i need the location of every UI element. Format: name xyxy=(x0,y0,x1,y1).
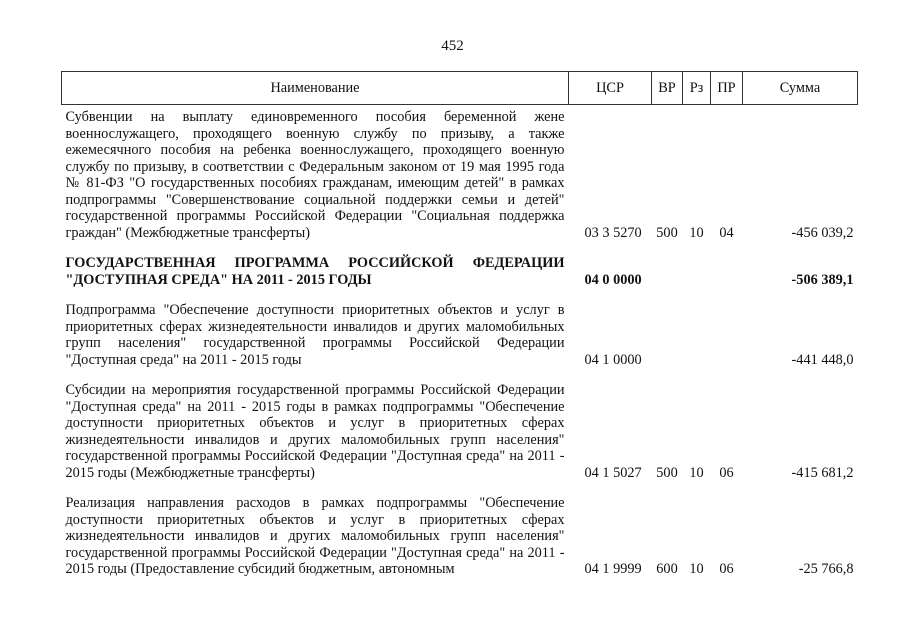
row-pr: 04 xyxy=(719,224,734,241)
row-pr: 06 xyxy=(719,464,734,481)
row-rz: 10 xyxy=(689,561,704,577)
header-name: Наименование xyxy=(62,72,569,105)
row-name: Субвенции на выплату единовременного пособия беременной жене военнослужащего, проходящего военную службу по призыву, а также ежемесячного пособия на ребенка военнослужащего, проходящего военную службу по призыву, в соответствии с Федеральным законом от 19 мая 1995 года № 81-ФЗ "О государственных пособиях гражданам, имеющим детей" в рамках подпрограммы "Совершенствование социальной поддержки семьи и детей" государственной программы Российской Федерации "Социальная поддержка граждан" (Межбюджетные трансферты) xyxy=(65,109,565,241)
row-pr xyxy=(711,242,743,289)
row-name: ГОСУДАРСТВЕННАЯ ПРОГРАММА РОССИЙСКОЙ ФЕДЕРАЦИИ "ДОСТУПНАЯ СРЕДА" НА 2011 - 2015 ГОДЫ xyxy=(65,255,565,288)
row-name: Субсидии на мероприятия государственной программы Российской Федерации "Доступная среда" на 2011 - 2015 годы в рамках подпрограммы "Обеспечение доступности приоритетных объектов и услуг в приоритетных сферах жизнедеятельности инвалидов и других маломобильных групп населения" государственной программы Российской Федерации "Доступная среда" на 2011 - 2015 годы (Межбюджетные трансферты) xyxy=(65,382,565,481)
budget-table xyxy=(61,71,858,579)
header-rz: Рз xyxy=(683,72,711,105)
header-csr: ЦСР xyxy=(569,72,652,105)
table-header xyxy=(62,72,858,105)
row-pr xyxy=(711,289,743,369)
row-sum: -415 681,2 xyxy=(791,464,854,481)
table-row xyxy=(62,369,858,482)
row-vr xyxy=(652,289,683,369)
row-csr: 03 3 5270 xyxy=(584,224,642,241)
table-row xyxy=(62,482,858,579)
row-csr: 04 1 5027 xyxy=(584,464,642,481)
row-csr: 04 1 9999 xyxy=(584,561,642,577)
header-sum: Сумма xyxy=(743,72,858,105)
row-vr: 500 xyxy=(656,224,678,241)
page-number: 452 xyxy=(441,38,464,54)
table-row xyxy=(62,105,858,243)
row-csr: 04 1 0000 xyxy=(584,351,642,368)
row-sum: -25 766,8 xyxy=(798,561,854,577)
row-pr: 06 xyxy=(719,561,734,577)
row-rz xyxy=(683,242,711,289)
row-rz xyxy=(683,289,711,369)
header-row xyxy=(62,72,858,105)
row-vr: 600 xyxy=(656,561,678,577)
table-body xyxy=(62,105,858,579)
row-sum: -506 389,1 xyxy=(791,271,854,288)
row-sum: -456 039,2 xyxy=(791,224,854,241)
row-name: Реализация направления расходов в рамках подпрограммы "Обеспечение доступности приоритетных объектов и услуг в приоритетных сферах жизнедеятельности инвалидов и других маломобильных групп населения" государственной программы Российской Федерации "Доступная среда" на 2011 - 2015 годы (Предоставление субсидий бюджетным, автономным xyxy=(65,495,565,577)
row-csr: 04 0 0000 xyxy=(584,271,642,288)
row-name: Подпрограмма "Обеспечение доступности приоритетных объектов и услуг в приоритетных сферах жизнедеятельности инвалидов и других маломобильных групп населения" государственной программы Российской Федерации "Доступная среда" на 2011 - 2015 годы xyxy=(65,302,565,368)
row-sum: -441 448,0 xyxy=(791,351,854,368)
row-vr: 500 xyxy=(656,464,678,481)
row-rz: 10 xyxy=(689,464,704,481)
header-pr: ПР xyxy=(711,72,743,105)
row-vr xyxy=(652,242,683,289)
header-vr: ВР xyxy=(652,72,683,105)
table-row xyxy=(62,289,858,369)
row-rz: 10 xyxy=(689,224,704,241)
table-row xyxy=(62,242,858,289)
